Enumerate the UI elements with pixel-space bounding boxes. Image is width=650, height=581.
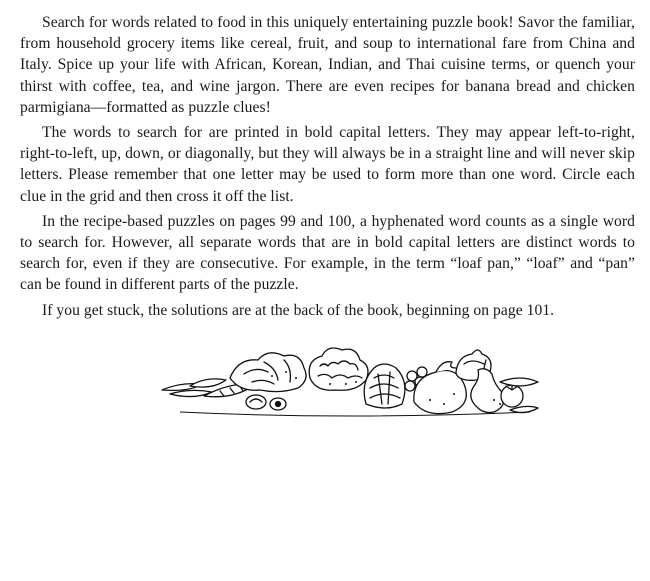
intro-paragraph-4: If you get stuck, the solutions are at the back of the book, beginning on page 101.	[42, 301, 555, 319]
intro-paragraph-3: In the recipe-based puzzles on pages 99 and 100, a hyphenated word counts as a single word to search for. However, all separate words that are in bold capital letters are distinct words to search for, even if they are consecutive. For example, in the term “loaf pan,” “loaf” and “pan” can be found in different parts of the puzzle.	[20, 212, 635, 294]
food-vignette-icon	[160, 338, 540, 418]
intro-text	[20, 12, 635, 325]
intro-paragraph-2: The words to search for are printed in bold capital letters. They may appear left-to-right, right-to-left, up, down, or diagonally, but they will always be in a straight line and will never skip letters. Please remember that one letter may be used to form more than one word. Circle each clue in the grid and then cross it off the list.	[20, 124, 635, 205]
intro-paragraph-1: Search for words related to food in this uniquely entertaining puzzle book! Savor the familiar, from household grocery items like cereal, fruit, and soup to international fare from China and Italy. Spice up your life with African, Korean, Indian, and Thai cuisine terms, or quench your thirst with coffee, tea, and wine jargon. There are even recipes for banana bread and chicken parmigiana—formatted as puzzle clues!	[20, 14, 635, 116]
